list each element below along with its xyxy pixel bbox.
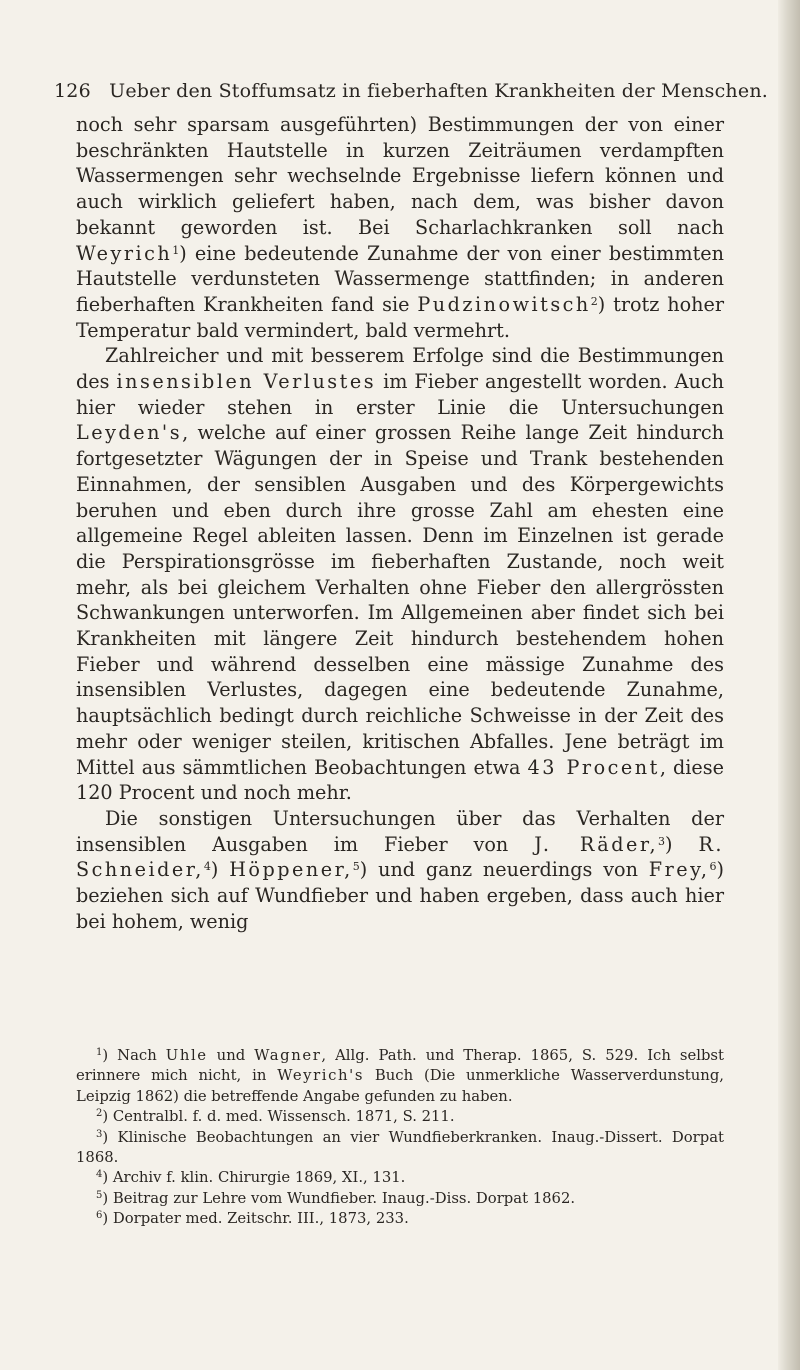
footnote-ref-1: 1: [172, 243, 180, 257]
text-run: Buch (Die unmerkliche Wasserverdunstung, Leipzig 1862) die betreffende Angabe gefunden zu haben.: [76, 1067, 724, 1105]
text-run: ) trotz hoher Temperatur bald vermindert, bald vermehrt.: [76, 292, 725, 342]
footnote-text: ) Klinische Beobachtungen an vier Wundfieberkranken. Inaug.-Dissert. Dorpat 1868.: [76, 1128, 724, 1167]
author-name-pudzinowitsch: Pudzinowitsch: [417, 292, 591, 316]
text-run: ): [665, 832, 699, 856]
footnotes: [76, 1046, 724, 1230]
text-run: und: [207, 1047, 255, 1064]
footnote-ref-5: 5: [352, 860, 360, 874]
author-name-weyrich: Weyrich's: [277, 1067, 365, 1085]
footnote-text: ) Centralbl. f. d. med. Wissensch. 1871, S. 211.: [102, 1108, 455, 1126]
page-edge-shadow: [778, 0, 800, 1370]
running-header: [54, 80, 768, 110]
footnote-ref-4: 4: [203, 860, 211, 874]
footnote-2: [76, 1107, 724, 1127]
text-run: im Fieber angestellt worden. Auch hier wieder stehen in erster Linie die Untersuchungen: [76, 370, 724, 419]
text-run: ) eine bedeutende Zunahme der von einer bestimmten Hautstelle verdunsteten Wassermenge stattfinden; in anderen fieberhaften Krankheiten fand sie: [76, 241, 724, 316]
footnote-number: 4: [96, 1169, 103, 1181]
author-name-hoeppener: Höppener,: [229, 858, 353, 882]
text-run: ) beziehen sich auf Wundfieber und haben ergeben, dass auch hier bei hohem, wenig: [76, 858, 724, 933]
text-run: , diese 120 Procent und noch mehr.: [76, 755, 724, 805]
emphasis-percent: 43 Procent: [527, 755, 660, 779]
text-run: , Allg. Path. und Therap. 1865, S. 529. Ich selbst erinnere mich nicht, in: [76, 1047, 724, 1085]
author-name-uhle: Uhle: [165, 1047, 208, 1064]
text-run: , welche auf einer grossen Reihe lange Zeit hindurch fortgesetzter Wägungen der in Speise und Trank bestehenden Einnahmen, der sensiblen Ausgaben und des Körpergewichts beruhen und eben durch ihre grosse Zahl am ehesten eine allgemeine Regel ableiten lassen. Denn im Einzelnen ist gerade die Perspirationsgrösse im fieberhaften Zustande, noch weit mehr, als bei gleichem Verhalten ohne Fieber den allergrössten Schwankungen unterworfen. Im Allgemeinen aber findet sich bei Krankheiten mit längere Zeit hindurch bestehendem hohen Fieber und während desselben eine mässige Zunahme des insensiblen Verlustes, dagegen eine bedeutende Zunahme, hauptsächlich bedingt durch reichliche Schweisse in der Zeit des mehr oder weniger steilen, kritischen Abfalles. Jene beträgt im Mittel aus sämmtlichen Beobachtungen etwa: [76, 421, 724, 779]
footnote-number: 1: [96, 1047, 103, 1058]
footnote-number: 5: [96, 1189, 103, 1201]
footnote-text: ) Beitrag zur Lehre vom Wundfieber. Inaug.-Diss. Dorpat 1862.: [102, 1189, 576, 1207]
paragraph-3: [76, 806, 724, 935]
paragraph-2: [76, 343, 724, 806]
running-title: Ueber den Stoffumsatz in fieberhaften Krankheiten der Menschen.: [109, 80, 768, 102]
footnote-ref-3: 3: [658, 834, 666, 848]
footnote-4: [76, 1168, 724, 1188]
page-number: 126: [54, 80, 91, 102]
paragraph-1: [76, 112, 724, 343]
footnote-number: 6: [96, 1210, 103, 1222]
footnote-text: ) Archiv f. klin. Chirurgie 1869, XI., 131.: [102, 1169, 406, 1187]
footnote-text: ) Dorpater med. Zeitschr. III., 1873, 233.: [102, 1210, 409, 1228]
author-name-wagner: Wagner: [254, 1047, 322, 1064]
footnote-ref-2: 2: [590, 294, 598, 308]
footnote-5: [76, 1189, 724, 1209]
footnote-number: 2: [96, 1108, 103, 1120]
text-run: noch sehr sparsam ausgeführten) Bestimmungen der von einer beschränkten Hautstelle in kurzen Zeiträumen verdampften Wassermengen sehr wechselnde Ergebnisse liefern können und auch wirklich geliefert haben, nach dem, was bisher davon bekannt geworden ist. Bei Scharlachkranken soll nach: [76, 113, 724, 239]
text-run: Die sonstigen Untersuchungen über das Verhalten der insensiblen Ausgaben im Fieber von: [76, 806, 724, 856]
footnote-1: [76, 1046, 724, 1107]
author-name-raeder: J. Räder,: [534, 832, 659, 856]
text-run: ) Nach: [102, 1047, 166, 1064]
author-name-frey: Frey,: [648, 858, 710, 882]
author-name-leyden: Leyden's: [76, 421, 183, 445]
body-text: [76, 112, 724, 935]
footnote-3: [76, 1128, 724, 1169]
author-name-weyrich: Weyrich: [76, 241, 173, 265]
author-name-schneider: R. Schneider,: [76, 832, 724, 882]
text-run: ): [210, 858, 230, 882]
footnote-ref-6: 6: [709, 860, 717, 874]
footnote-number: 3: [96, 1128, 103, 1140]
text-run: ) und ganz neuerdings von: [359, 858, 649, 882]
emphasis-insensible-loss: insensiblen Verlustes: [116, 370, 377, 394]
footnote-6: [76, 1209, 724, 1229]
text-run: Zahlreicher und mit besserem Erfolge sind die Bestimmungen des: [76, 344, 724, 394]
